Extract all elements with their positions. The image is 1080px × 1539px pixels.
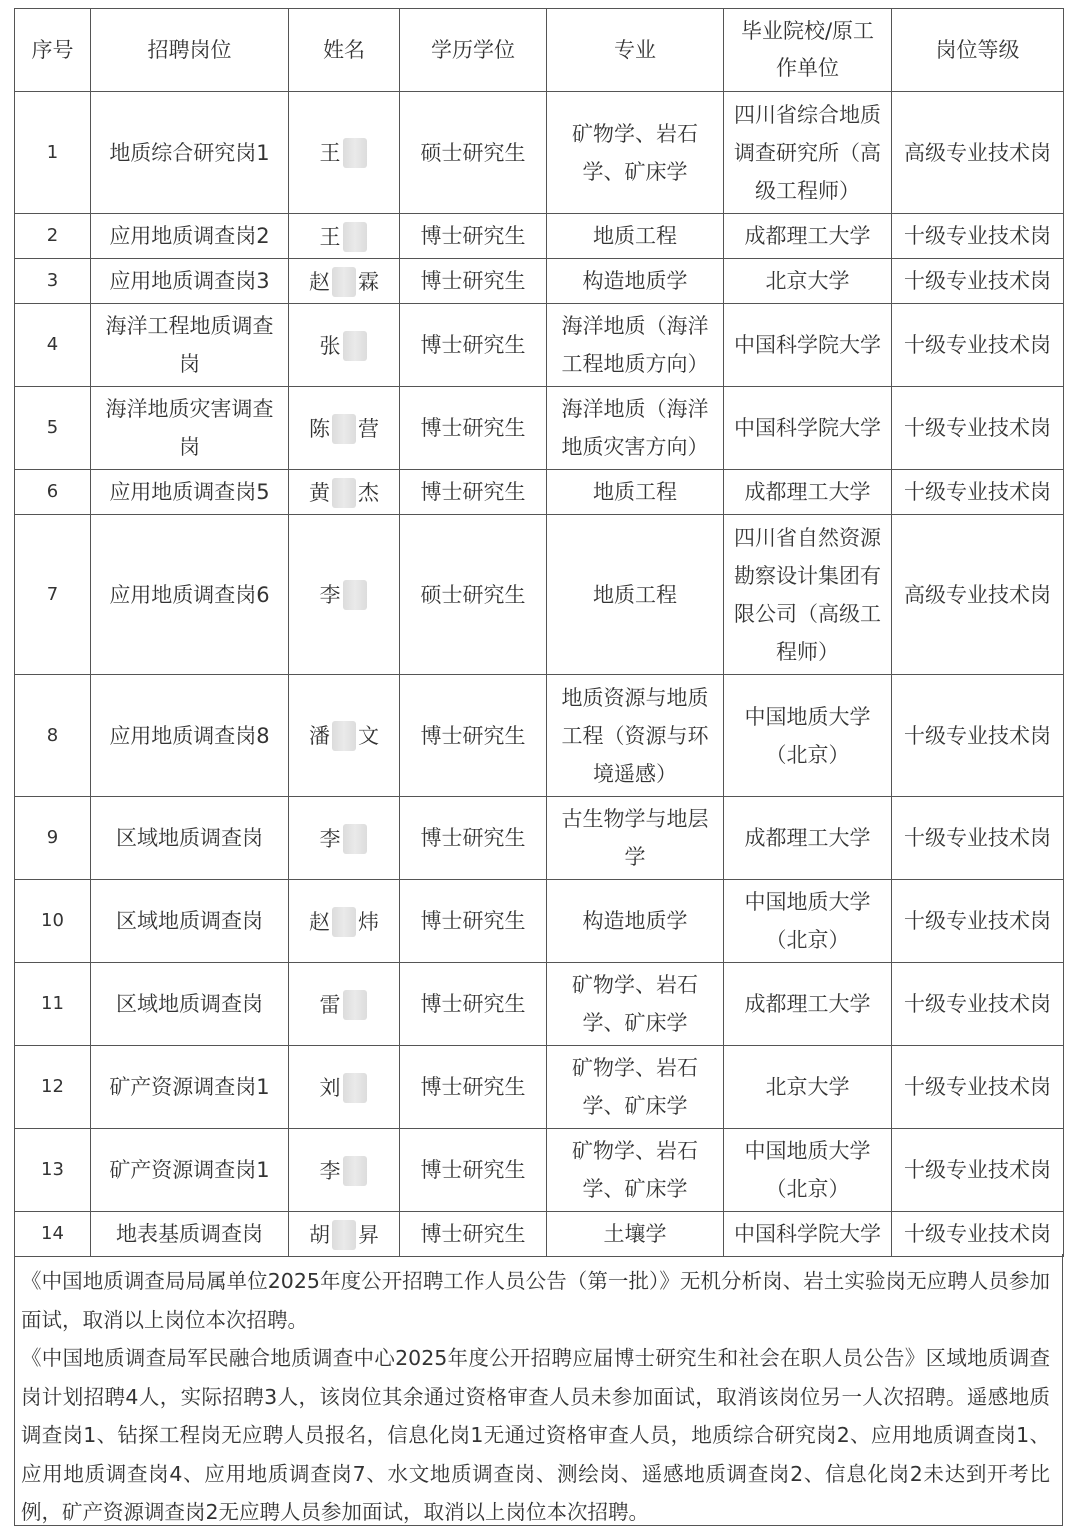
- cell-post: 海洋工程地质调查岗: [91, 304, 289, 387]
- notes-section: [14, 1254, 1063, 1526]
- table-row: [15, 470, 1064, 515]
- cell-name: [289, 387, 400, 470]
- cell-no: 1: [15, 92, 91, 214]
- name-redaction-blur: [343, 990, 367, 1020]
- table-row: [15, 963, 1064, 1046]
- cell-level: 十级专业技术岗: [892, 304, 1064, 387]
- cell-degree: 博士研究生: [400, 214, 547, 259]
- cell-degree: 博士研究生: [400, 675, 547, 797]
- cell-degree: 博士研究生: [400, 963, 547, 1046]
- cell-degree: 博士研究生: [400, 304, 547, 387]
- cell-school: 成都理工大学: [724, 797, 892, 880]
- cell-major: 地质工程: [547, 214, 724, 259]
- cell-name: [289, 797, 400, 880]
- cell-degree: 博士研究生: [400, 470, 547, 515]
- cell-major: 构造地质学: [547, 259, 724, 304]
- name-redaction-blur: [343, 1073, 367, 1103]
- cell-post: 应用地质调查岗8: [91, 675, 289, 797]
- cell-name: [289, 1129, 400, 1212]
- cell-no: 14: [15, 1212, 91, 1257]
- name-first-char: 陈: [309, 416, 330, 441]
- cell-level: 十级专业技术岗: [892, 963, 1064, 1046]
- cell-level: 十级专业技术岗: [892, 880, 1064, 963]
- cell-degree: 博士研究生: [400, 387, 547, 470]
- cell-level: 十级专业技术岗: [892, 214, 1064, 259]
- cell-level: 十级专业技术岗: [892, 675, 1064, 797]
- cell-post: 应用地质调查岗5: [91, 470, 289, 515]
- cell-level: 十级专业技术岗: [892, 1212, 1064, 1257]
- name-last-char: 文: [358, 724, 379, 748]
- cell-level: 十级专业技术岗: [892, 259, 1064, 304]
- cell-school: 中国科学院大学: [724, 387, 892, 470]
- name-first-char: 李: [319, 583, 341, 607]
- cell-degree: 博士研究生: [400, 1212, 547, 1257]
- name-first-char: 刘: [319, 1075, 341, 1100]
- name-redaction-blur: [343, 222, 367, 252]
- table-row: [15, 259, 1064, 304]
- cell-level: 高级专业技术岗: [892, 515, 1064, 675]
- name-redaction-blur: [332, 478, 356, 508]
- cell-level: 十级专业技术岗: [892, 1046, 1064, 1129]
- table-row: [15, 1046, 1064, 1129]
- recruitment-table: [14, 8, 1064, 1257]
- cell-school: 成都理工大学: [724, 963, 892, 1046]
- cell-major: 矿物学、岩石学、矿床学: [547, 92, 724, 214]
- cell-school: 四川省综合地质调查研究所（高级工程师）: [724, 92, 892, 214]
- name-first-char: 李: [319, 826, 341, 851]
- name-last-char: 昇: [358, 1222, 379, 1247]
- name-redaction-blur: [343, 138, 367, 168]
- cell-name: [289, 304, 400, 387]
- table-row: [15, 675, 1064, 797]
- header-level: 岗位等级: [892, 9, 1064, 92]
- cell-no: 5: [15, 387, 91, 470]
- cell-major: 海洋地质（海洋工程地质方向）: [547, 304, 724, 387]
- table-header-row: [15, 9, 1064, 92]
- cell-name: [289, 1212, 400, 1257]
- table-row: [15, 304, 1064, 387]
- cell-school: 成都理工大学: [724, 470, 892, 515]
- cell-name: [289, 259, 400, 304]
- name-redaction-blur: [332, 267, 356, 297]
- table-row: [15, 214, 1064, 259]
- cell-post: 矿产资源调查岗1: [91, 1046, 289, 1129]
- name-redaction-blur: [343, 1156, 367, 1186]
- name-last-char: 营: [358, 416, 379, 441]
- name-first-char: 赵: [309, 909, 330, 934]
- table-row: [15, 1212, 1064, 1257]
- cell-post: 地质综合研究岗1: [91, 92, 289, 214]
- cell-name: [289, 1046, 400, 1129]
- cell-no: 12: [15, 1046, 91, 1129]
- header-school: 毕业院校/原工作单位: [724, 9, 892, 92]
- cell-no: 7: [15, 515, 91, 675]
- cell-no: 8: [15, 675, 91, 797]
- cell-level: 十级专业技术岗: [892, 797, 1064, 880]
- name-redaction-blur: [343, 824, 367, 854]
- cell-major: 地质工程: [547, 515, 724, 675]
- name-last-char: 杰: [358, 480, 379, 505]
- cell-degree: 博士研究生: [400, 797, 547, 880]
- cell-no: 10: [15, 880, 91, 963]
- cell-school: 北京大学: [724, 1046, 892, 1129]
- header-no: 序号: [15, 9, 91, 92]
- note-paragraph-2: 《中国地质调查局军民融合地质调查中心2025年度公开招聘应届博士研究生和社会在职人员公告》区域地质调查岗计划招聘4人，实际招聘3人，该岗位其余通过资格审查人员未参加面试，取消该岗位另一人次招聘。遥感地质调查岗1、钻探工程岗无应聘人员报名，信息化岗1无通过资格审查人员，地质综合研究岗2、应用地质调查岗1、应用地质调查岗4、应用地质调查岗7、水文地质调查岗、测绘岗、遥感地质调查岗2、信息化岗2未达到开考比例，矿产资源调查岗2无应聘人员参加面试，取消以上岗位本次招聘。: [21, 1346, 1050, 1524]
- cell-degree: 博士研究生: [400, 1129, 547, 1212]
- cell-major: 矿物学、岩石学、矿床学: [547, 1129, 724, 1212]
- cell-no: 9: [15, 797, 91, 880]
- cell-level: 高级专业技术岗: [892, 92, 1064, 214]
- name-first-char: 王: [319, 141, 341, 165]
- name-last-char: 炜: [358, 909, 379, 934]
- cell-major: 地质资源与地质工程（资源与环境遥感）: [547, 675, 724, 797]
- table-row: [15, 387, 1064, 470]
- cell-level: 十级专业技术岗: [892, 387, 1064, 470]
- table-row: [15, 797, 1064, 880]
- cell-school: 中国科学院大学: [724, 1212, 892, 1257]
- name-first-char: 黄: [309, 480, 330, 505]
- name-redaction-blur: [332, 907, 356, 937]
- name-first-char: 潘: [309, 724, 330, 748]
- cell-school: 四川省自然资源勘察设计集团有限公司（高级工程师）: [724, 515, 892, 675]
- cell-no: 3: [15, 259, 91, 304]
- cell-major: 古生物学与地层学: [547, 797, 724, 880]
- cell-post: 矿产资源调查岗1: [91, 1129, 289, 1212]
- cell-name: [289, 470, 400, 515]
- header-major: 专业: [547, 9, 724, 92]
- cell-post: 区域地质调查岗: [91, 797, 289, 880]
- cell-school: 中国地质大学（北京）: [724, 1129, 892, 1212]
- cell-no: 11: [15, 963, 91, 1046]
- cell-degree: 硕士研究生: [400, 92, 547, 214]
- cell-school: 中国科学院大学: [724, 304, 892, 387]
- cell-school: 成都理工大学: [724, 214, 892, 259]
- cell-degree: 博士研究生: [400, 259, 547, 304]
- cell-level: 十级专业技术岗: [892, 470, 1064, 515]
- cell-major: 构造地质学: [547, 880, 724, 963]
- name-first-char: 张: [319, 333, 341, 358]
- cell-post: 应用地质调查岗6: [91, 515, 289, 675]
- cell-degree: 博士研究生: [400, 880, 547, 963]
- cell-post: 应用地质调查岗2: [91, 214, 289, 259]
- cell-post: 区域地质调查岗: [91, 963, 289, 1046]
- name-first-char: 雷: [319, 992, 341, 1017]
- cell-no: 6: [15, 470, 91, 515]
- cell-no: 13: [15, 1129, 91, 1212]
- cell-major: 矿物学、岩石学、矿床学: [547, 1046, 724, 1129]
- table-row: [15, 880, 1064, 963]
- cell-major: 矿物学、岩石学、矿床学: [547, 963, 724, 1046]
- name-last-char: 霖: [358, 269, 379, 294]
- cell-post: 地表基质调查岗: [91, 1212, 289, 1257]
- cell-major: 海洋地质（海洋地质灾害方向）: [547, 387, 724, 470]
- name-redaction-blur: [343, 331, 367, 361]
- cell-level: 十级专业技术岗: [892, 1129, 1064, 1212]
- cell-name: [289, 963, 400, 1046]
- cell-major: 地质工程: [547, 470, 724, 515]
- table-row: [15, 515, 1064, 675]
- cell-school: 中国地质大学（北京）: [724, 880, 892, 963]
- cell-post: 海洋地质灾害调查岗: [91, 387, 289, 470]
- cell-name: [289, 214, 400, 259]
- name-redaction-blur: [332, 1220, 356, 1250]
- name-first-char: 赵: [309, 269, 330, 294]
- cell-post: 应用地质调查岗3: [91, 259, 289, 304]
- table-row: [15, 1129, 1064, 1212]
- name-first-char: 李: [319, 1158, 341, 1183]
- name-redaction-blur: [332, 414, 356, 444]
- cell-degree: 博士研究生: [400, 1046, 547, 1129]
- cell-no: 4: [15, 304, 91, 387]
- cell-name: [289, 880, 400, 963]
- header-post: 招聘岗位: [91, 9, 289, 92]
- header-name: 姓名: [289, 9, 400, 92]
- cell-school: 北京大学: [724, 259, 892, 304]
- name-first-char: 胡: [309, 1222, 330, 1247]
- cell-school: 中国地质大学（北京）: [724, 675, 892, 797]
- cell-degree: 硕士研究生: [400, 515, 547, 675]
- name-first-char: 王: [319, 224, 341, 249]
- table-row: [15, 92, 1064, 214]
- name-redaction-blur: [343, 580, 367, 610]
- cell-major: 土壤学: [547, 1212, 724, 1257]
- cell-name: [289, 92, 400, 214]
- header-degree: 学历学位: [400, 9, 547, 92]
- cell-post: 区域地质调查岗: [91, 880, 289, 963]
- cell-name: [289, 675, 400, 797]
- cell-name: [289, 515, 400, 675]
- note-paragraph-1: 《中国地质调查局局属单位2025年度公开招聘工作人员公告（第一批）》无机分析岗、岩土实验岗无应聘人员参加面试，取消以上岗位本次招聘。: [21, 1269, 1050, 1332]
- name-redaction-blur: [332, 721, 356, 751]
- cell-no: 2: [15, 214, 91, 259]
